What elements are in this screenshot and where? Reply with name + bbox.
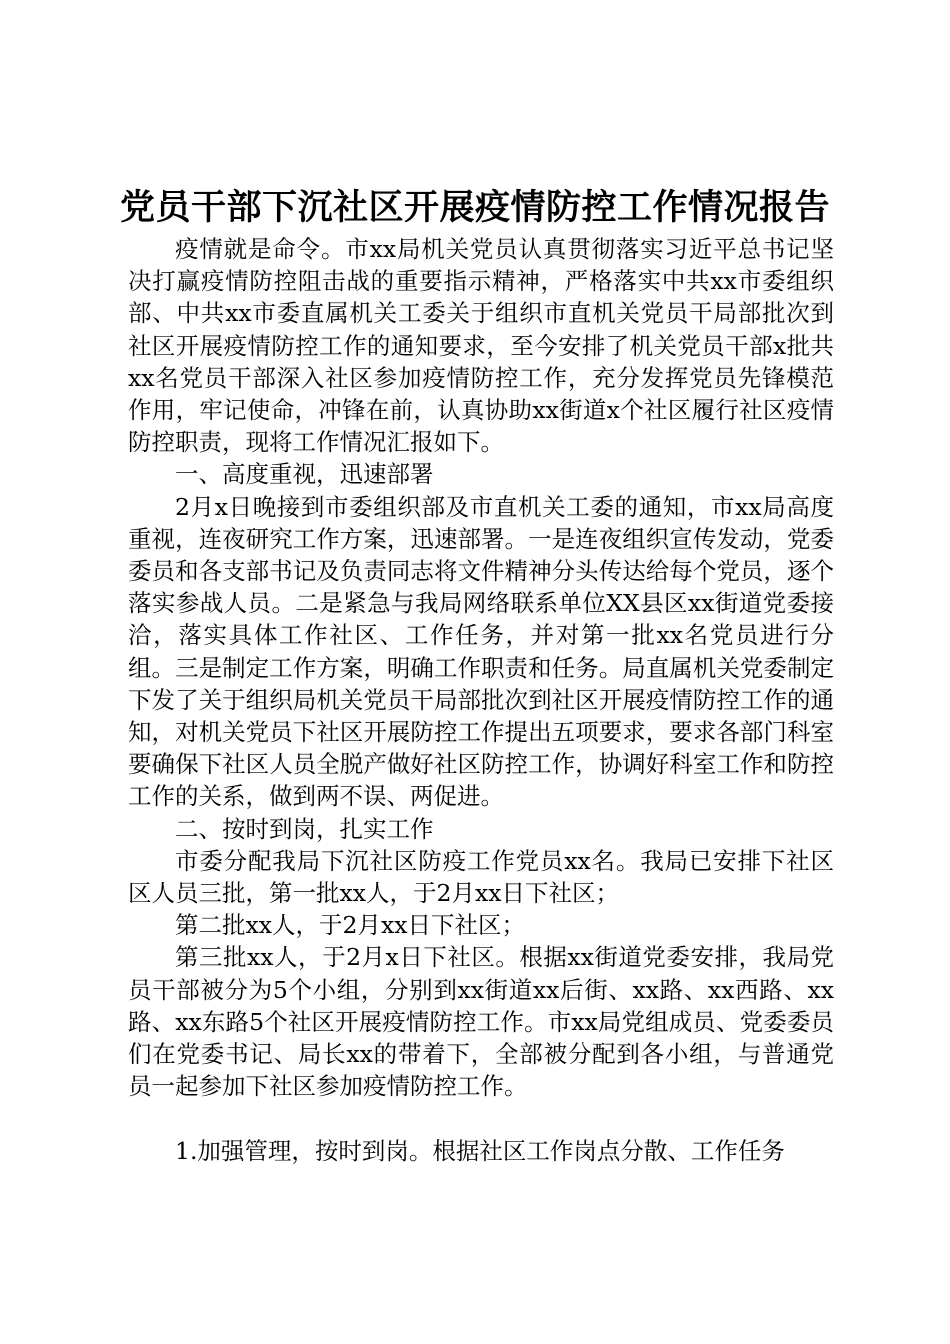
paragraph-batch-2: 第二批xx人，于2月xx日下社区； [175,911,525,940]
paragraph-intro: 疫情就是命令。市xx局机关党员认真贯彻落实习近平总书记坚决打赢疫情防控阻击战的重要指示精神，严格落实中共xx市委组织部、中共xx市委直属机关工委关于组织市直机关党员干局部批次到社区开展疫情防控工作的通知要求，至今安排了机关党员干部x批共xx名党员干部深入社区参加疫情防控工作，充分发挥党员先锋模范作用，牢记使命，冲锋在前，认真协助xx街道x个社区履行社区疫情防控职责，现将工作情况汇报如下。 [128,235,834,457]
paragraph-subsection-1: 1.加强管理，按时到岗。根据社区工作岗点分散、工作任务 [175,1137,785,1166]
section-heading-1: 一、高度重视，迅速部署 [175,460,434,489]
paragraph-batch-3: 第三批xx人，于2月x日下社区。根据xx街道党委安排，我局党员干部被分为5个小组，分别到xx街道xx后街、xx路、xx西路、xx路、xx东路5个社区开展疫情防控工作。市xx局党组成员、党委委员们在党委书记、局长xx的带着下，全部被分配到各小组，与普通党员一起参加下社区参加疫情防控工作。 [128,943,834,1101]
document-body [128,233,834,1168]
document-title: 党员干部下沉社区开展疫情防控工作情况报告 [119,188,830,228]
section-heading-2: 二、按时到岗，扎实工作 [175,814,434,843]
paragraph-section-1: 2月x日晚接到市委组织部及市直机关工委的通知，市xx局高度重视，连夜研究工作方案，迅速部署。一是连夜组织宣传发动，党委委员和各支部书记及负责同志将文件精神分头传达给每个党员，逐个落实参战人员。二是紧急与我局网络联系单位XX县区xx街道党委接洽，落实具体工作社区、工作任务，并对第一批xx名党员进行分组。三是制定工作方案，明确工作职责和任务。局直属机关党委制定下发了关于组织局机关党员干局部批次到社区开展疫情防控工作的通知，对机关党员下社区开展防控工作提出五项要求，要求各部门科室要确保下社区人员全脱产做好社区防控工作，协调好科室工作和防控工作的关系，做到两不误、两促进。 [128,492,834,811]
paragraph-batch-1: 市委分配我局下沉社区防疫工作党员xx名。我局已安排下社区区人员三批，第一批xx人，于2月xx日下社区； [128,846,834,908]
